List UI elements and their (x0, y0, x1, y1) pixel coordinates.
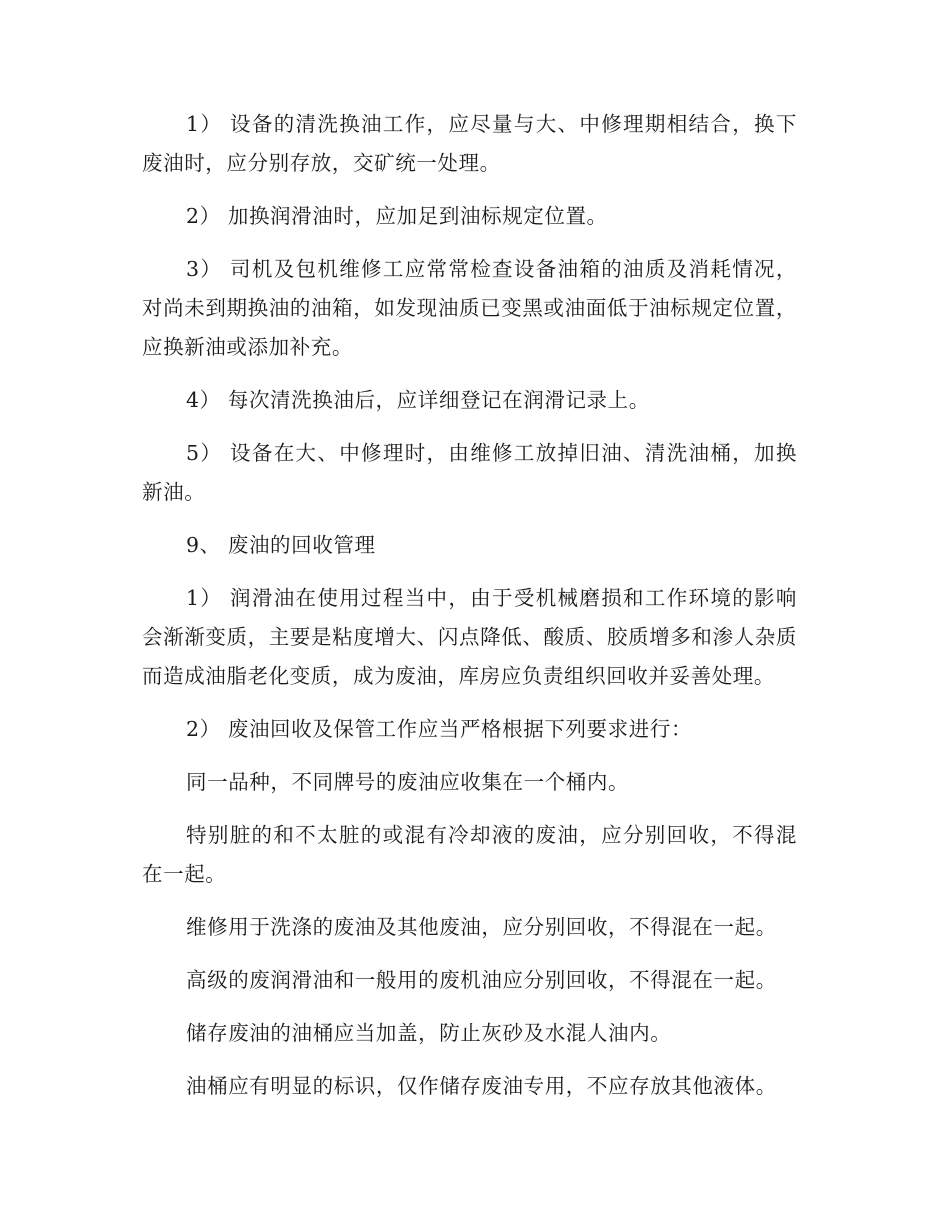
document-body (142, 105, 797, 1120)
list-item-cover-drums: 储存废油的油桶应当加盖，防止灰砂及水混人油内。 (186, 1021, 672, 1045)
paragraph-oil-degradation: 1） 润滑油在使用过程当中，由于受机械磨损和工作环境的影响会渐渐变质，主要是粘度增大、闪点降低、酸质、胶质增多和渗人杂质而造成油脂老化变质，成为废油，库房应负责组织回收并妥善处理。 (142, 586, 797, 688)
list-item-label-drums: 油桶应有明显的标识，仅作储存废油专用，不应存放其他液体。 (186, 1074, 777, 1098)
paragraph-check-oil-tank: 3） 司机及包机维修工应常常检查设备油箱的油质及消耗情况，对尚未到期换油的油箱，如发现油质已变黑或油面低于油标规定位置，应换新油或添加补充。 (142, 257, 797, 359)
list-item-washing-oil: 维修用于洗涤的废油及其他废油，应分别回收，不得混在一起。 (186, 915, 777, 939)
list-item-dirty-oil: 特别脏的和不太脏的或混有冷却液的废油，应分别回收，不得混在一起。 (142, 823, 797, 886)
paragraph-add-lubricant: 2） 加换润滑油时，应加足到油标规定位置。 (186, 204, 608, 228)
paragraph-repair-oil-replacement: 5） 设备在大、中修理时，由维修工放掉旧油、清洗油桶，加换新油。 (142, 441, 797, 504)
paragraph-equipment-oil-change: 1） 设备的清洗换油工作，应尽量与大、中修理期相结合，换下废油时，应分别存放，交矿统一处理。 (142, 112, 797, 175)
paragraph-record-after-change: 4） 每次清洗换油后，应详细登记在润滑记录上。 (186, 388, 650, 412)
list-item-high-grade-oil: 高级的废润滑油和一般用的废机油应分别回收，不得混在一起。 (186, 968, 777, 992)
list-item-same-variety: 同一品种，不同牌号的废油应收集在一个桶内。 (186, 770, 630, 794)
section-heading-waste-oil: 9、 废油的回收管理 (186, 533, 376, 557)
paragraph-recovery-requirements: 2） 废油回收及保管工作应当严格根据下列要求进行： (186, 717, 693, 741)
